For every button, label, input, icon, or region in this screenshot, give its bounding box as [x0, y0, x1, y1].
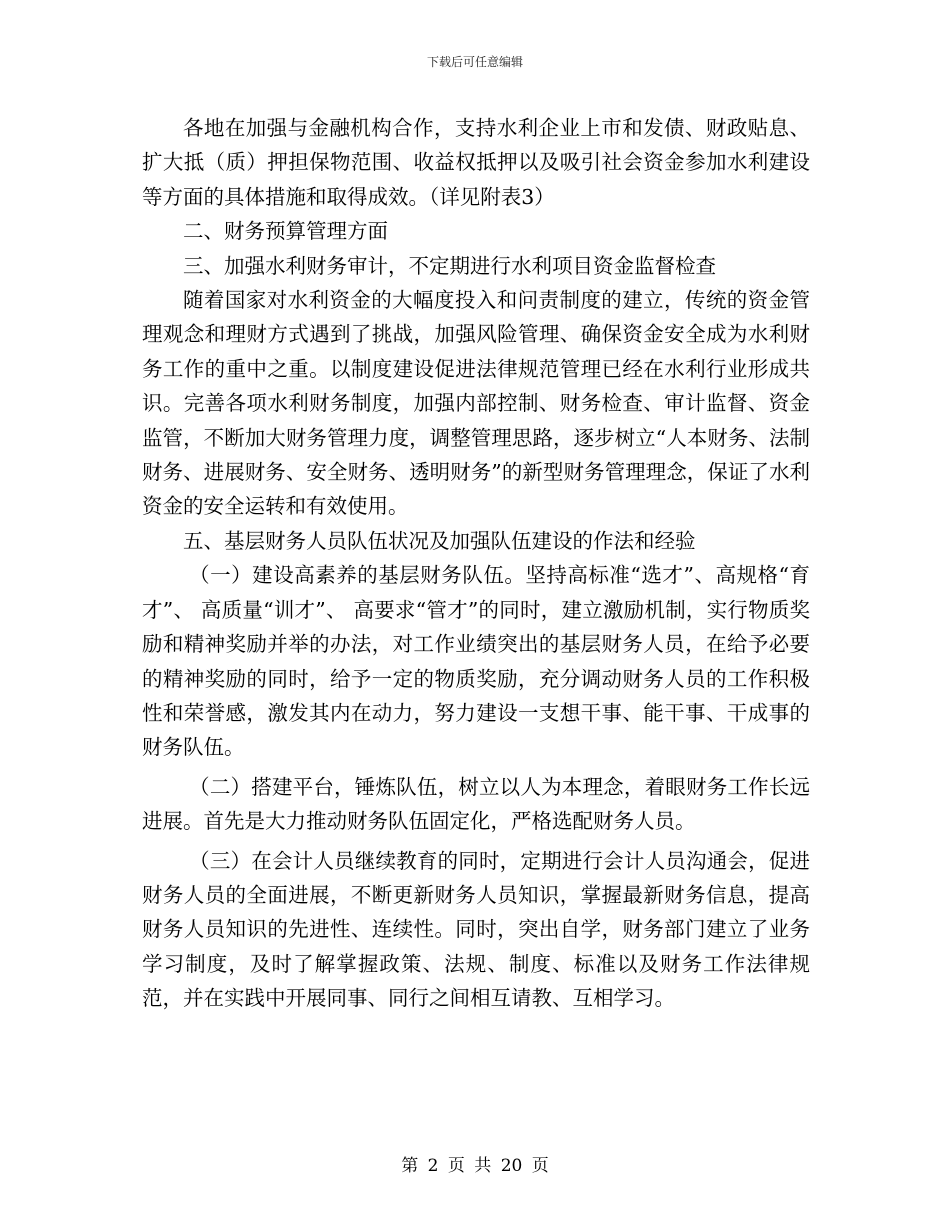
paragraph-audit-body: 随着国家对水利资金的大幅度投入和问责制度的建立，传统的资金管理观念和理财方式遇到了挑战，加强风险管理、确保资金安全成为水利财务工作的重中之重。以制度建设促进法律规范管理已经在水利行业形成共识。完善各项水利财务制度，加强内部控制、财务检查、审计监督、资金监管，不断加大财务管理力度，调整管理思路，逐步树立“人本财务、法制财务、进展财务、安全财务、透明财务”的新型财务管理理念，保证了水利资金的安全运转和有效使用。: [142, 288, 810, 519]
paragraph-staff-item-3: （三）在会计人员继续教育的同时，定期进行会计人员沟通会，促进财务人员的全面进展，不断更新财务人员知识，掌握最新财务信息，提高财务人员知识的先进性、连续性。同时，突出自学，财务部门建立了业务学习制度，及时了解掌握政策、法规、制度、标准以及财务工作法律规范，并在实践中开展同事、同行之间相互请教、互相学习。: [142, 848, 810, 1011]
page-header: 下载后可任意编辑: [426, 55, 523, 69]
paragraph-staff-item-2: （二）搭建平台，锤炼队伍，树立以人为本理念，着眼财务工作长远进展。首先是大力推动财务队伍固定化，严格选配财务人员。: [142, 774, 810, 834]
paragraph-staff-item-1: （一）建设高素养的基层财务队伍。坚持高标准“选才”、高规格“育才”、 高质量“训才”、 高要求“管才”的同时，建立激励机制，实行物质奖励和精神奖励并举的办法，对工作业绩突出的基层财务人员，在给予必要的精神奖励的同时，给予一定的物质奖励，充分调动财务人员的工作积极性和荣誉感，激发其内在动力，努力建设一支想干事、能干事、干成事的财务队伍。: [142, 563, 810, 760]
document-body: [142, 111, 810, 1016]
heading-budget-management: 二、财务预算管理方面: [183, 219, 388, 244]
heading-audit: 三、加强水利财务审计，不定期进行水利项目资金监督检查: [183, 253, 716, 278]
page-number: 第 2 页 共 20 页: [401, 1156, 549, 1176]
heading-staff-building: 五、基层财务人员队伍状况及加强队伍建设的作法和经验: [183, 528, 696, 553]
paragraph-financing-measures: 各地在加强与金融机构合作，支持水利企业上市和发债、财政贴息、扩大抵（质）押担保物范围、收益权抵押以及吸引社会资金参加水利建设等方面的具体措施和取得成效。（详见附表3）: [142, 116, 810, 209]
